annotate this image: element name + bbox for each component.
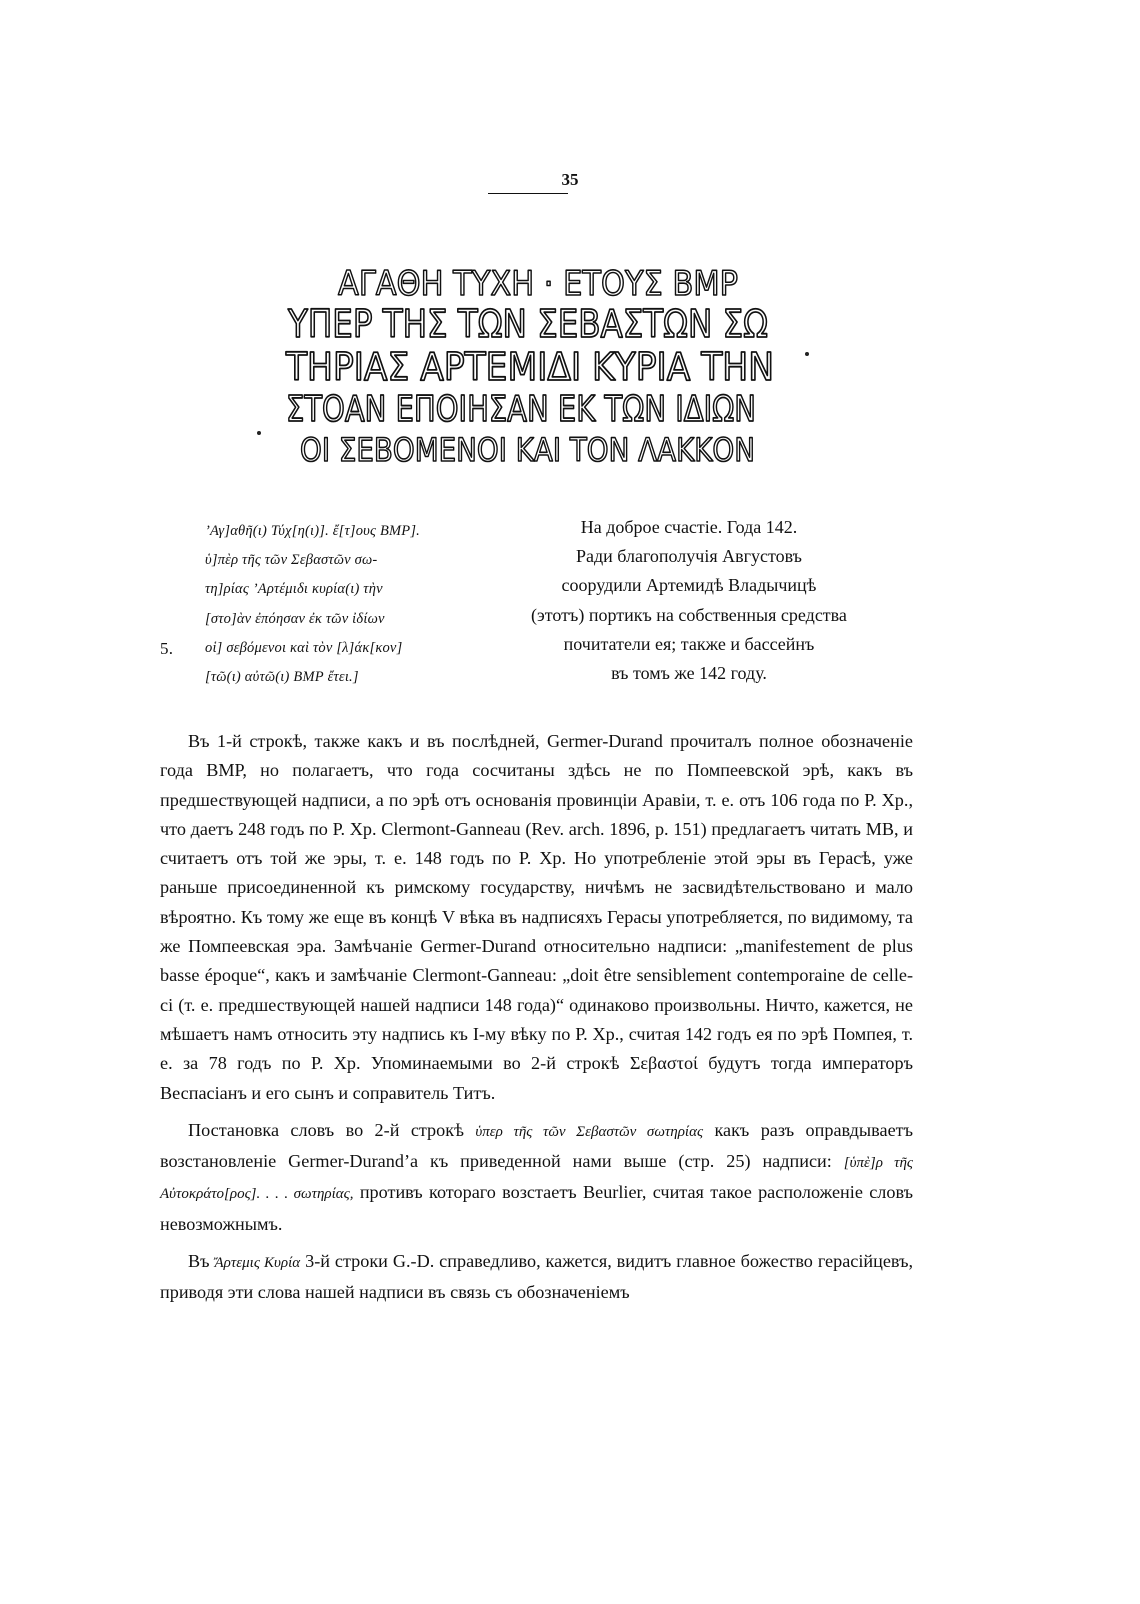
paragraph-2-part-a: Постановка словъ во 2-й строкѣ: [188, 1119, 464, 1140]
inscription-row-2: ΥΠΕΡ ΤΗΣ ΤΩΝ ΣΕΒΑΣΤΩΝ ΣΩ: [287, 302, 768, 346]
inscription-row-1: ΑΓΑΘΗ ΤΥΧΗ · ΕΤΟΥΣ ΒΜΡ: [338, 264, 738, 304]
translation-line-1: На доброе счастіе. Года 142.: [580, 517, 798, 537]
inscription-row-5: ΟΙ ΣΕΒΟΜΕΝΟΙ ΚΑΙ ΤΟΝ ΛΑΚΚΟΝ: [300, 431, 755, 469]
paragraph-2: [160, 1116, 913, 1239]
commentary-text: [160, 727, 913, 1316]
russian-translation: [484, 513, 894, 688]
inscription-row-3: ΤΗΡΙΑΣ ΑΡΤΕΜΙΔΙ ΚΥΡΙΑ ΤΗΝ: [285, 345, 774, 389]
margin-speck: [805, 352, 809, 356]
translation-line-5: почитатели ея; также и бассейнъ: [563, 633, 815, 654]
greek-line-6: [τῶ(ι) αὐτῶ(ι) ΒΜΡ ἔτει.]: [205, 669, 359, 686]
page-number-rule: [488, 193, 568, 194]
paragraph-3-greek: Ἄρτεμις Κυρία: [214, 1255, 301, 1272]
paragraph-2-part-b: какъ разъ оправдываетъ возстановленіе Germer-Durand’а къ приведенной нами выше (стр. 25) надписи:: [160, 1119, 913, 1172]
translation-line-4: (этотъ) портикъ на собственныя средства: [531, 604, 847, 625]
inscription-drawing: [278, 255, 798, 470]
paragraph-2-greek-2: [ὑπὲ]ρ τῆς Αὐτοκράτο[ρος]. . . . σωτηρίας,: [160, 1155, 913, 1203]
greek-line-2: ὑ]πὲρ τῆς τῶν Σεβαστῶν σω-: [205, 552, 378, 569]
greek-line-5: [160, 634, 500, 663]
translation-line-3: соорудили Артемидѣ Владычицѣ: [561, 575, 817, 596]
margin-speck: [257, 431, 261, 435]
paragraph-3-part-a: Въ: [188, 1251, 210, 1272]
inscription-row-4: ΣΤΟΑΝ ΕΠΟΙΗΣΑΝ ΕΚ ΤΩΝ ΙΔΙΩΝ: [286, 389, 756, 430]
page-number: 35: [561, 170, 579, 189]
paragraph-2-greek-1: ὑπερ τῆς τῶν Σεβαστῶν σωτηρίας: [475, 1123, 704, 1140]
paragraph-2-part-c: противъ котораго возстаетъ Beurlier, считая такое расположеніе словъ невозможнымъ.: [160, 1182, 913, 1234]
greek-line-1: ’Αγ]αθῆ(ι) Τύχ[η(ι)]. ἔ[τ]ους ΒΜΡ].: [205, 523, 421, 539]
greek-line-5-text: οἱ] σεβόμενοι καὶ τὸν [λ]άκ[κον]: [205, 639, 403, 656]
paragraph-1: Въ 1-й строкѣ, также какъ и въ послѣдней, Germer-Durand прочиталъ полное обозначеніе года ВМР, но полагаетъ, что года сосчитаны здѣсь не по Помпеевской эрѣ, какъ въ предшествующей надписи, а по эрѣ отъ основанія провинціи Аравіи, т. е. отъ 106 года по Р. Хр., что даетъ 248 годъ по Р. Хр. Clermont-Ganneau (Rev. arch. 1896, p. 151) предлагаетъ читать МВ, и считаетъ отъ той же эры, т. е. 148 годъ по Р. Хр. Но употребленіе этой эры въ Герасѣ, уже раньше присоединенной къ римскому государству, ничѣмъ не засвидѣтельствовано и мало вѣроятно. Къ тому же еще въ концѣ V вѣка въ надписяхъ Герасы употребляется, по видимому, та же Помпеевская эра. Замѣчаніе Germer-Durand относительно надписи: „manifestement de plus basse époque“, какъ и замѣчаніе Clermont-Ganneau: „doit être sensiblement contemporaine de celle-ci (т. е. предшествующей нашей надписи 148 года)“ одинаково произвольны. Ничто, кажется, не мѣшаетъ намъ относить эту надпись къ I-му вѣку по Р. Хр., считая 142 годъ ея по эрѣ Помпея, т. е. за 78 годъ по Р. Хр. Упоминаемыми во 2-й строкѣ Σεβαστοί будутъ тогда императоръ Веспасіанъ и его сынъ и соправитель Титъ.: [160, 731, 913, 1103]
line-number: 5.: [160, 638, 174, 658]
greek-line-4: [στο]ὰν ἐπόησαν ἐκ τῶν ἰδίων: [205, 610, 385, 627]
translation-line-6: въ томъ же 142 году.: [611, 663, 767, 684]
greek-transcription: [160, 517, 500, 692]
translation-line-2: Ради благополучія Августовъ: [576, 546, 802, 567]
greek-line-3: τη]ρίας ’Αρτέμιδι κυρία(ι) τὴν: [205, 581, 383, 598]
inscription-facsimile: [278, 255, 798, 470]
paragraph-3-part-b: 3-й строки G.-D. справедливо, кажется, видитъ главное божество герасійцевъ, приводя эти слова нашей надписи въ связь съ обозначеніемъ: [160, 1251, 914, 1303]
paragraph-3: [160, 1247, 913, 1308]
